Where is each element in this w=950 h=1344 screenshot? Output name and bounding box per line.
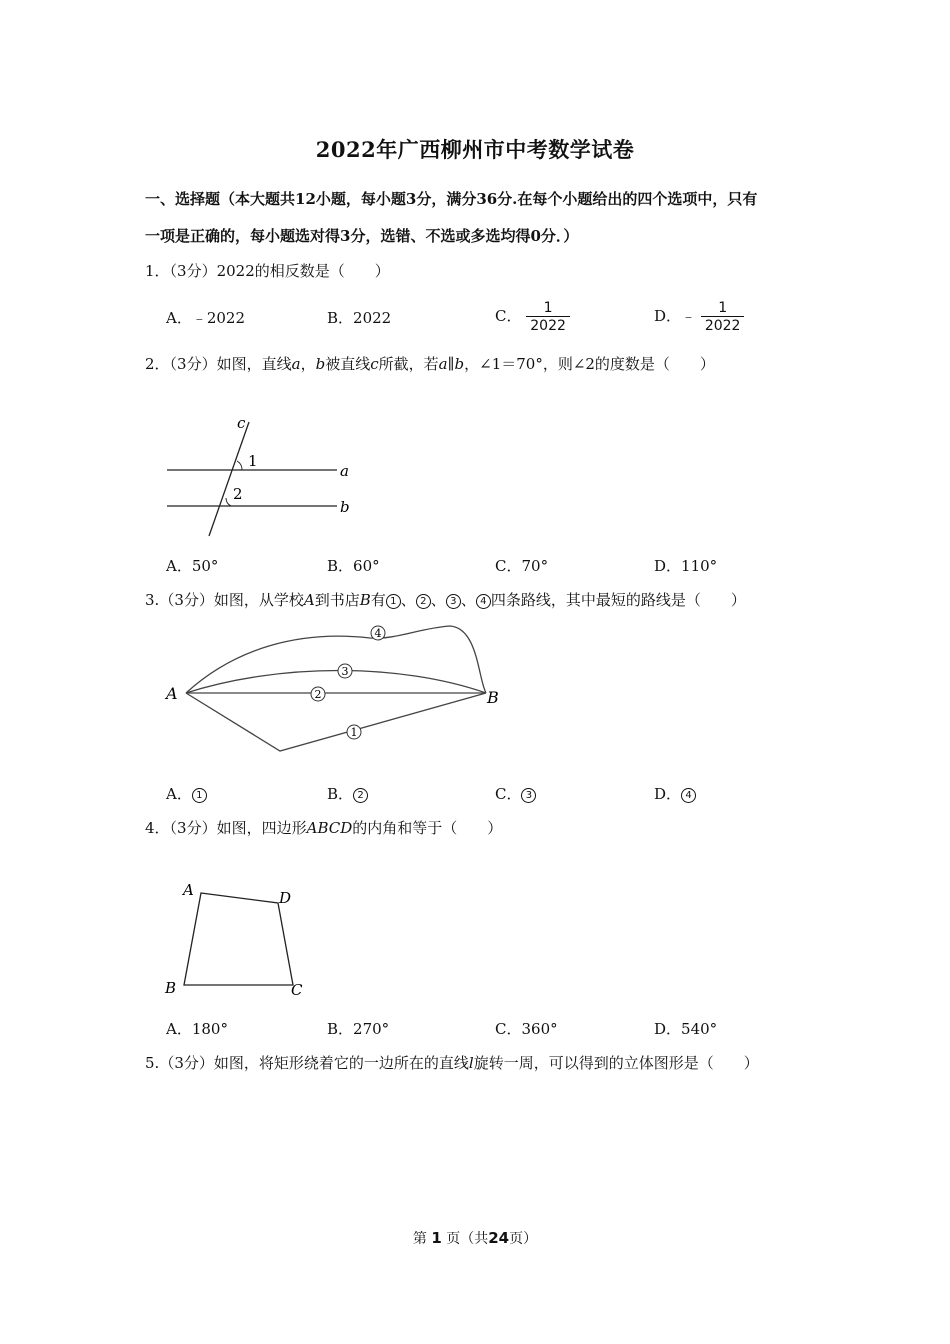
current-page-number: 1 [431,1229,442,1247]
parallel-lines-figure [160,410,360,540]
question-2-stem: 2．（3分）如图，直线a，b被直线c所截，若a∥b，∠1＝70°，则∠2的度数是（ ） [145,355,715,373]
section-instructions-line-2: 一项是正确的，每小题选对得3分，选错、不选或多选均得0分．） [145,227,579,245]
angle-1-arc [237,461,242,470]
exam-title: 2022年广西柳州市中考数学试卷 [315,137,635,162]
question-1-stem: 1．（3分）2022的相反数是（ ） [145,262,390,280]
question-2-option-b[interactable]: B．60° [327,557,380,575]
question-1-option-b[interactable]: B．2022 [327,309,392,327]
question-4-stem: 4．（3分）如图，四边形ABCD的内角和等于（ ） [145,819,503,837]
route-2-label: 2 [314,688,322,701]
fraction: $\frac{1}{2022}$ [526,300,570,334]
question-1-option-a[interactable]: A．﹣2022 [166,309,246,327]
page-footer: 第 1 页（共24页） [412,1229,538,1247]
vertex-b-label: B [165,979,177,997]
route-1-label: 1 [350,726,358,739]
question-1-option-d[interactable]: D．﹣ $\frac{1}{2022}$ [654,300,744,334]
point-b-label: B [487,688,499,707]
question-3-option-b[interactable]: B． 2 [327,784,368,804]
question-4-option-a[interactable]: A．180° [166,1020,228,1038]
question-2-option-d[interactable]: D．110° [654,557,718,575]
question-3-option-d[interactable]: D． 4 [654,784,696,804]
label-b: b [340,498,350,516]
fraction: $\frac{1}{2022}$ [701,300,745,334]
vertex-a-label: A [183,881,194,899]
line-c [209,422,249,536]
question-2-option-c[interactable]: C．70° [495,557,549,575]
route-1-path [186,693,486,751]
total-pages: 24 [488,1229,510,1247]
label-a: a [340,462,349,480]
question-4-option-d[interactable]: D．540° [654,1020,718,1038]
question-1-option-c[interactable]: C． $\frac{1}{2022}$ [495,300,570,334]
question-5-stem: 5.（3分）如图，将矩形绕着它的一边所在的直线l旋转一周，可以得到的立体图形是（ ） [145,1054,759,1072]
question-2-option-a[interactable]: A．50° [166,557,219,575]
routes-figure [160,618,510,758]
vertex-c-label: C [291,981,303,999]
route-3-path [186,671,486,694]
point-a-label: A [166,684,178,703]
section-instructions-line-1: 一、选择题（本大题共12小题，每小题3分，满分36分.在每个小题给出的四个选项中，只有 [145,190,758,208]
quadrilateral-abcd [184,893,293,985]
vertex-d-label: D [279,889,292,907]
question-4-option-c[interactable]: C．360° [495,1020,558,1038]
question-4-option-b[interactable]: B．270° [327,1020,390,1038]
label-angle-1: 1 [248,452,258,470]
label-angle-2: 2 [233,485,243,503]
route-3-label: 3 [341,665,349,678]
angle-2-arc [226,498,231,506]
route-4-label: 4 [374,627,382,640]
quadrilateral-figure [160,876,320,1001]
question-3-option-c[interactable]: C． 3 [495,784,536,804]
label-c: c [237,414,246,432]
route-4-path [186,626,486,693]
question-3-stem: 3.（3分）如图，从学校A到书店B有 1 、 2 、 3 、 4 四条路线，其中最短的路线是（ ） [145,591,746,609]
question-3-option-a[interactable]: A． 1 [166,784,207,804]
